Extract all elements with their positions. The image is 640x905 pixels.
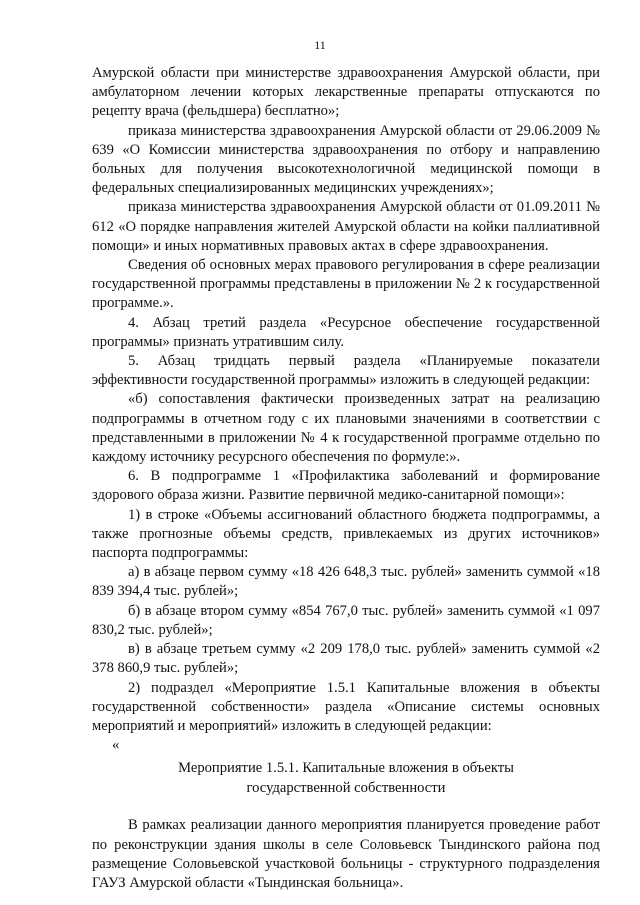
paragraph: «б) сопоставления фактически произведенных затрат на реализацию подпрограммы в отчетном году с их плановыми значениями в соответствии с представленными в приложении № 4 к государственной программе отдельно по каждому источнику ресурсного обеспечения по формуле:». (92, 391, 600, 466)
page-number: 11 (314, 38, 326, 52)
paragraph: 5. Абзац тридцать первый раздела «Планируемые показатели эффективности государственной программы» изложить в следующей редакции: (92, 353, 600, 389)
paragraph: В рамках реализации данного мероприятия планируется проведение работ по реконструкции здания школы в селе Соловьевск Тындинского района под размещение Соловьевской участковой больницы - структурного подразделения ГАУЗ Амурской области «Тындинская больница». (92, 817, 600, 891)
paragraph: 1) в строке «Объемы ассигнований областного бюджета подпрограммы, а также прогнозные объемы средств, привлекаемых из других источников» паспорта подпрограммы: (92, 506, 600, 562)
quote-open-mark: « (112, 737, 120, 754)
paragraph: 6. В подпрограмме 1 «Профилактика заболеваний и формирование здорового образа жизни. Развитие первичной медико-санитарной помощи»: (92, 468, 600, 504)
paragraph: Амурской области при министерстве здравоохранения Амурской области, при амбулаторном лечении которых лекарственные препараты отпускаются по рецепту врача (фельдшера) бесплатно»; (92, 65, 600, 120)
paragraph: а) в абзаце первом сумму «18 426 648,3 тыс. рублей» заменить суммой «18 839 394,4 тыс. рублей»; (92, 564, 600, 600)
paragraph: Сведения об основных мерах правового регулирования в сфере реализации государственной программы представлены в приложении № 2 к государственной программе.». (92, 257, 600, 312)
paragraph: приказа министерства здравоохранения Амурской области от 01.09.2011 № 612 «О порядке направления жителей Амурской области на койки паллиативной помощи» и иных нормативных правовых актах в сфере здравоохранения. (92, 199, 600, 254)
section-heading (92, 759, 600, 798)
paragraph: приказа министерства здравоохранения Амурской области от 29.06.2009 № 639 «О Комиссии министерства здравоохранения по отбору и направлению больных для получения высокотехнологичной медицинской помощи в федеральных специализированных медицинских учреждениях»; (92, 122, 600, 197)
document-body (92, 64, 600, 893)
paragraph: в) в абзаце третьем сумму «2 209 178,0 тыс. рублей» заменить суммой «2 378 860,9 тыс. рублей»; (92, 641, 600, 677)
section-heading-line: Мероприятие 1.5.1. Капитальные вложения в объекты (178, 760, 514, 777)
paragraph: 4. Абзац третий раздела «Ресурсное обеспечение государственной программы» признать утратившим силу. (92, 314, 600, 350)
section-heading-line: государственной собственности (246, 779, 446, 796)
paragraph: б) в абзаце втором сумму «854 767,0 тыс. рублей» заменить суммой «1 097 830,2 тыс. рублей»; (92, 602, 600, 638)
paragraph: 2) подраздел «Мероприятие 1.5.1 Капитальные вложения в объекты государственной собственности» раздела «Описание системы основных мероприятий и мероприятий» изложить в следующей редакции: (92, 679, 600, 734)
